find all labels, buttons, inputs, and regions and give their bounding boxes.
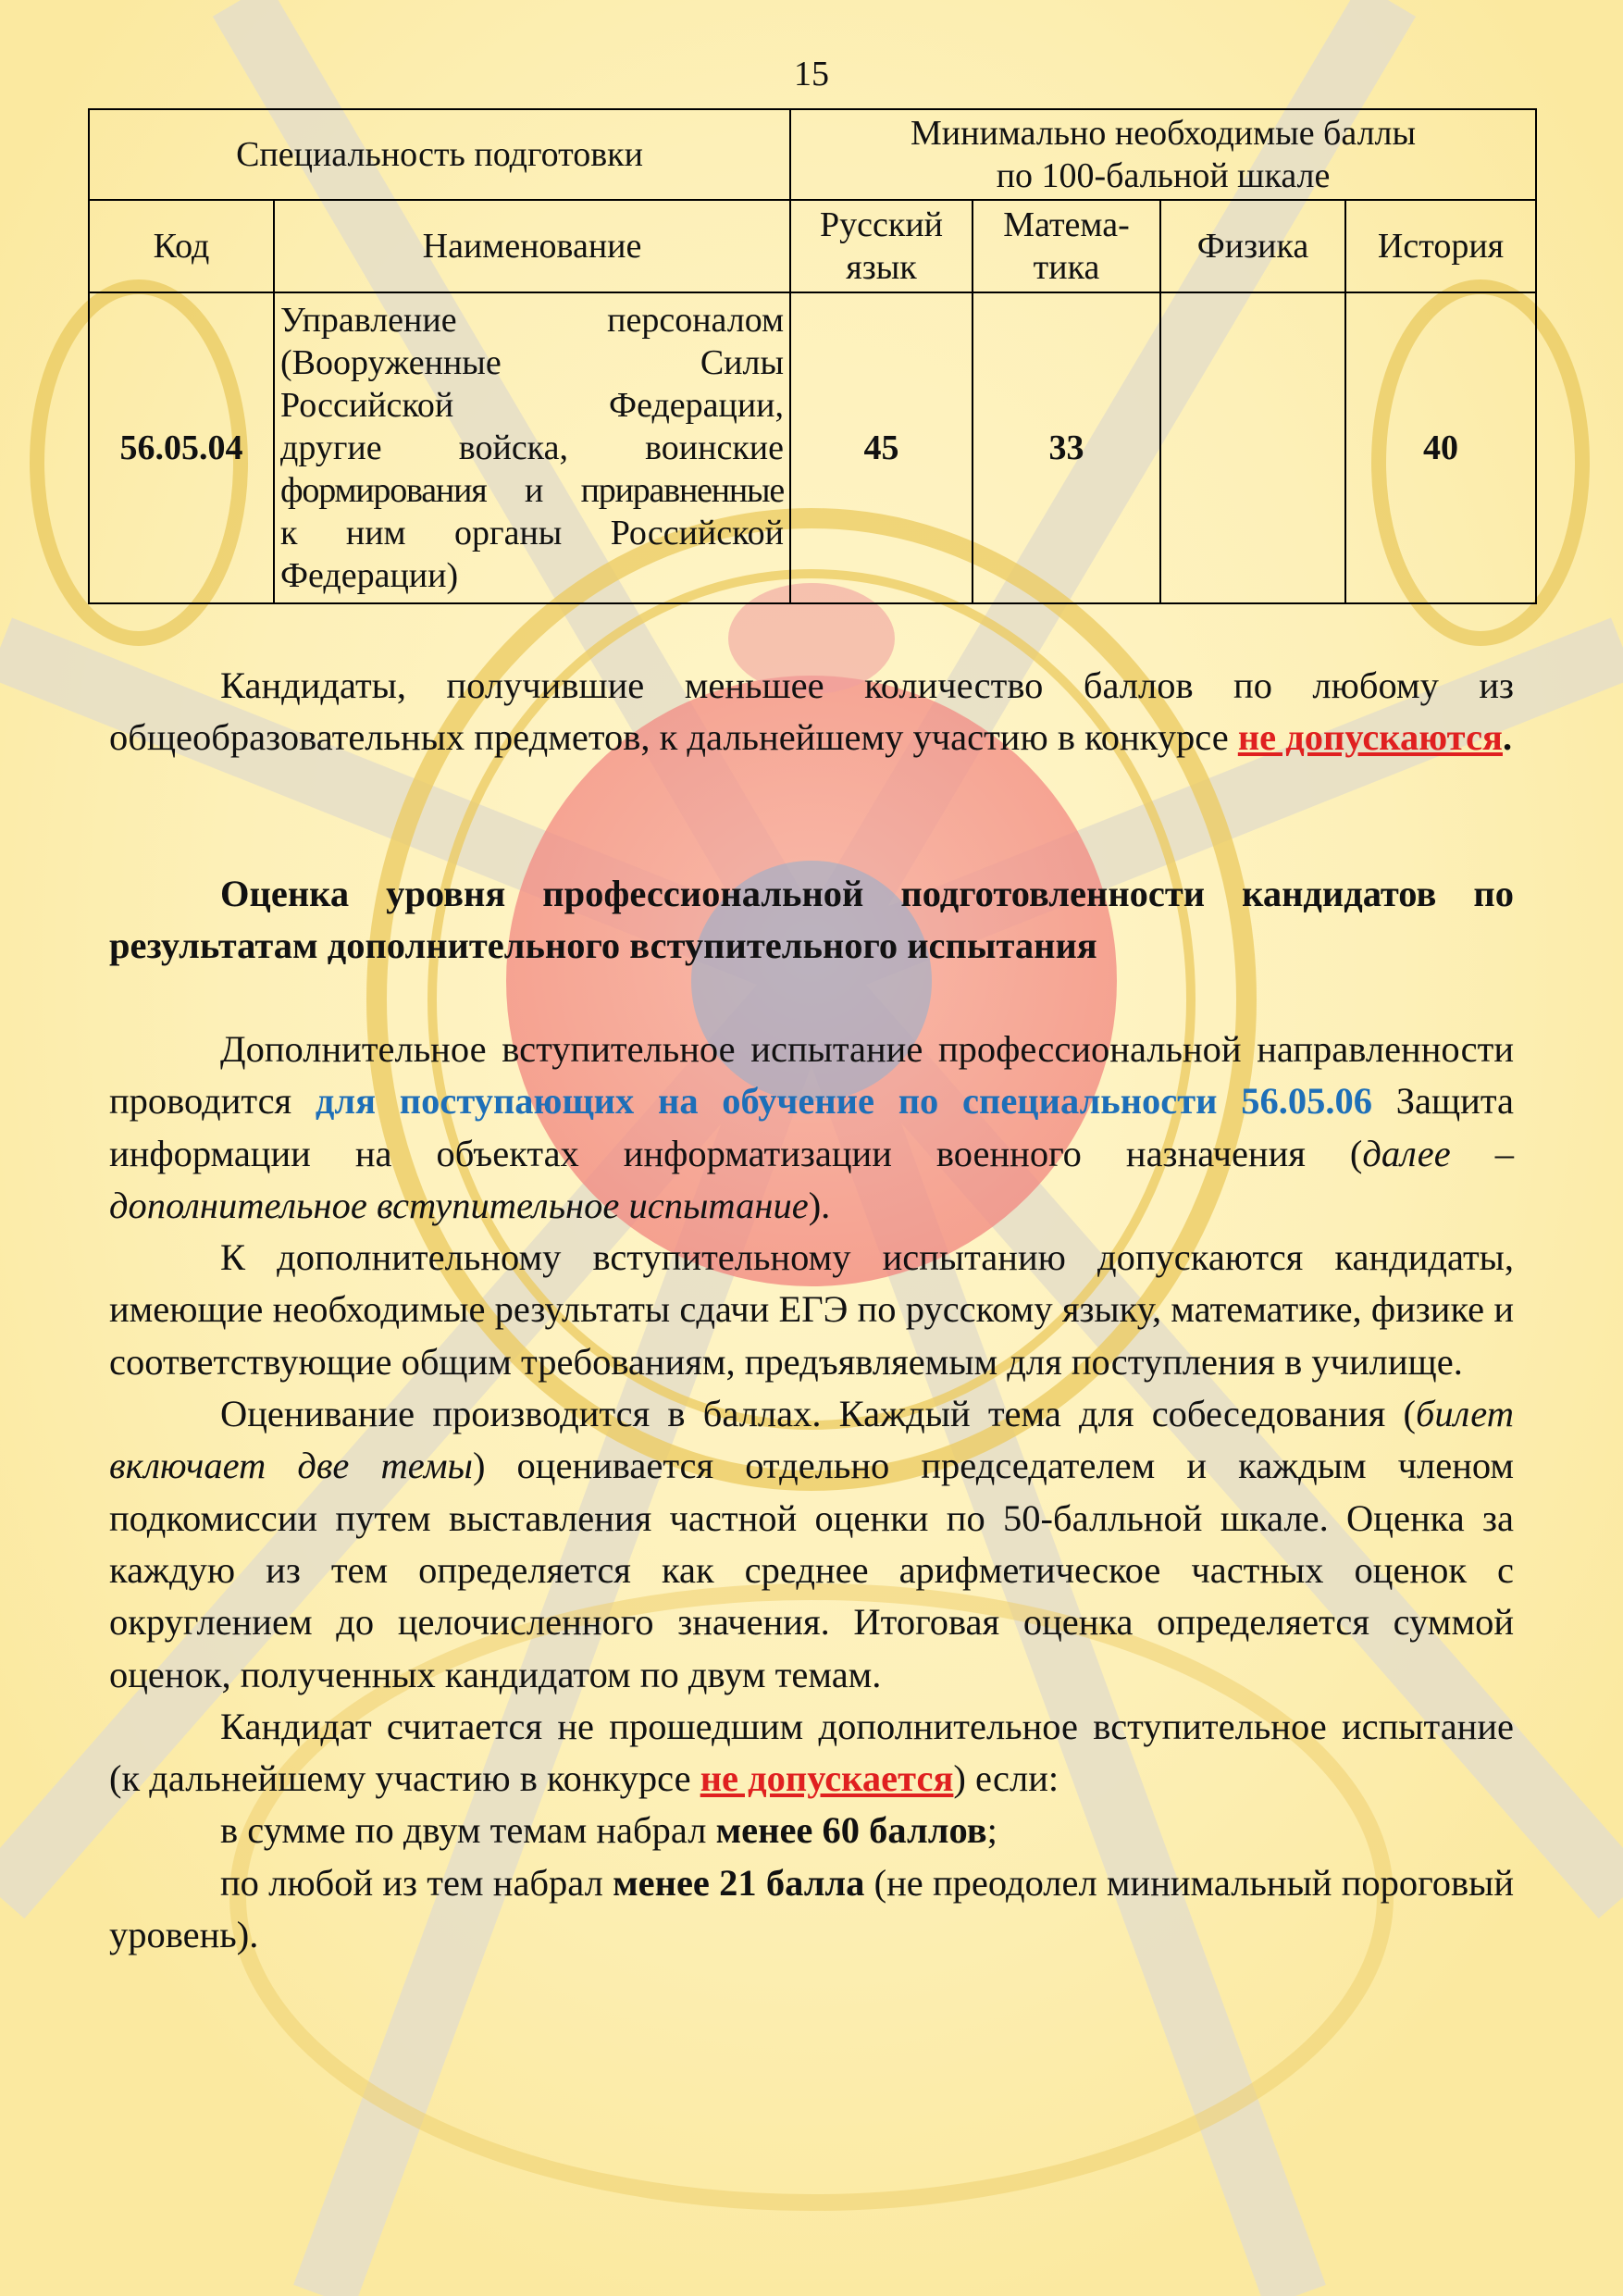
- para5-b: ) если:: [953, 1757, 1059, 1800]
- col-math-line1: Матема-: [1003, 205, 1130, 244]
- col-russian: [790, 200, 973, 292]
- paragraph-scoring: [109, 1388, 1514, 1701]
- main-text: [109, 1024, 1514, 1961]
- header-specialty: Специальность подготовки: [89, 109, 790, 200]
- row-math: 33: [973, 292, 1160, 603]
- para6-b: ;: [986, 1809, 997, 1852]
- condition-sum: [109, 1805, 1514, 1856]
- page-number: 15: [794, 55, 829, 93]
- threshold-60: менее 60 баллов: [715, 1809, 987, 1852]
- col-history: История: [1345, 200, 1536, 292]
- row-physics: [1160, 292, 1345, 603]
- not-admitted-highlight: не допускаются: [1237, 716, 1503, 759]
- para2-b: Защита информации на объектах информатизации военного назначения (: [109, 1080, 1515, 1174]
- para4-a: Оценивание производится в баллах. Каждый тема для собеседования (: [220, 1393, 1417, 1435]
- para2-c: ).: [808, 1184, 831, 1226]
- header-min-scores: [790, 109, 1536, 200]
- col-math-line2: тика: [1033, 248, 1100, 287]
- heading-text: Оценка уровня профессиональной подготовленности кандидатов по результатам дополнительного вступительного испытания: [109, 873, 1514, 967]
- section-heading: [109, 868, 1514, 973]
- table-subheader-row: [89, 200, 1536, 292]
- row-name-line: (Вооруженные Силы: [280, 343, 785, 382]
- row-name-line: другие войска, воинские: [280, 428, 785, 467]
- col-math: [973, 200, 1160, 292]
- col-code: Код: [89, 200, 274, 292]
- row-name-line: Российской Федерации,: [280, 386, 785, 425]
- para4-b: ) оценивается отдельно председателем и каждым членом подкомиссии путем выставления частной оценки по 50-балльной шкале. Оценка за каждую из тем определяется как среднее арифметическое частных оценок с округлением до целочисленного значения. Итоговая оценка определяется суммой оценок, полученных кандидатом по двум темам.: [109, 1445, 1515, 1695]
- row-name-line: Федерации): [280, 556, 459, 595]
- para7-b: (не преодолел минимальный пороговый уровень).: [109, 1861, 1514, 1956]
- row-name-line: формирования и приравненные: [280, 471, 785, 510]
- paragraph-failure: [109, 1701, 1514, 1806]
- para2-a: Дополнительное вступительное испытание профессиональной направленности проводится: [109, 1028, 1514, 1123]
- table-header-row: [89, 109, 1536, 200]
- row-name-line: Управление персоналом: [280, 301, 785, 340]
- col-physics: Физика: [1160, 200, 1345, 292]
- paragraph-not-admitted: [109, 660, 1514, 764]
- col-russian-line1: Русский: [820, 205, 944, 244]
- row-code: 56.05.04: [89, 292, 274, 603]
- para1-end: .: [1502, 716, 1513, 759]
- col-name: Наименование: [274, 200, 790, 292]
- condition-any: [109, 1857, 1514, 1962]
- paragraph-admission: К дополнительному вступительному испытанию допускаются кандидаты, имеющие необходимые результаты сдачи ЕГЭ по русскому языку, математике, физике и соответствующие общим требованиям, предъявляемым для поступления в училище.: [109, 1236, 1514, 1383]
- para1-text: Кандидаты, получившие меньшее количество баллов по любому из общеобразовательных предметов, к дальнейшему участию в конкурсе: [109, 664, 1514, 759]
- table-row: [89, 292, 1536, 603]
- col-russian-line2: язык: [846, 248, 917, 287]
- header-min-scores-line1: Минимально необходимые баллы: [910, 114, 1417, 153]
- admission-scores-table: [88, 108, 1537, 604]
- para5-a: Кандидат считается не прошедшим дополнительное вступительное испытание (к дальнейшему участию в конкурсе: [109, 1705, 1514, 1800]
- row-name: [274, 292, 790, 603]
- row-name-line: к ним органы Российской: [280, 514, 785, 552]
- threshold-21: менее 21 балла: [613, 1861, 865, 1904]
- row-russian: 45: [790, 292, 973, 603]
- para2-italic: далее – дополнительное вступительное испытание: [109, 1132, 1514, 1226]
- row-history: 40: [1345, 292, 1536, 603]
- para4-italic: билет включает две темы: [109, 1393, 1514, 1487]
- para7-a: по любой из тем набрал: [220, 1861, 613, 1904]
- para6-a: в сумме по двум темам набрал: [220, 1809, 716, 1852]
- specialty-highlight: для поступающих на обучение по специальности 56.05.06: [315, 1080, 1372, 1123]
- paragraph-exam-intro: [109, 1024, 1514, 1232]
- not-admitted-highlight-2: не допускается: [700, 1757, 954, 1800]
- header-min-scores-line2: по 100-бальной шкале: [996, 156, 1331, 195]
